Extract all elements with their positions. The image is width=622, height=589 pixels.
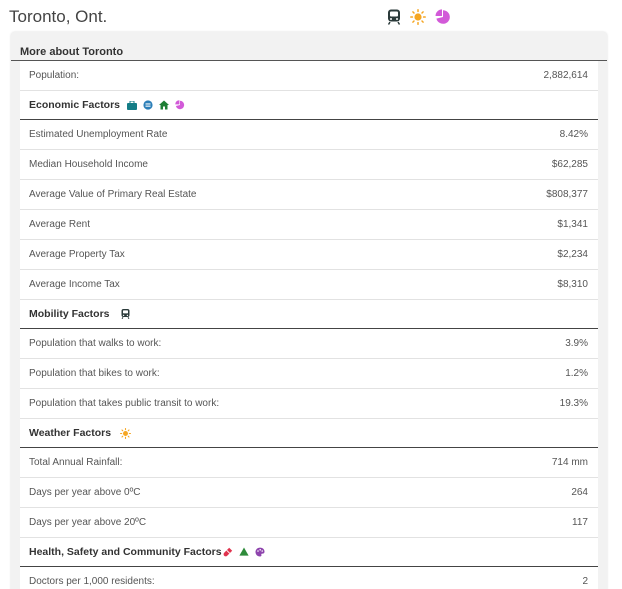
row-value: $8,310 (557, 279, 588, 290)
table-row-population (20, 61, 598, 91)
section-economic-factors (20, 91, 598, 120)
table-row (20, 478, 598, 508)
section-mobility-factors (20, 300, 598, 329)
tree-icon (239, 547, 249, 557)
row-value: 2 (582, 576, 588, 587)
section-health-factors (20, 538, 598, 567)
row-value: $62,285 (551, 159, 588, 170)
table-row (20, 567, 598, 589)
row-value: 264 (571, 487, 588, 498)
table-row (20, 240, 598, 270)
table-row (20, 120, 598, 150)
coin-icon (143, 100, 153, 110)
section-icons (127, 100, 185, 110)
row-label: Median Household Income (29, 159, 148, 170)
transit-icon[interactable] (387, 9, 401, 25)
table-row (20, 270, 598, 300)
row-label: Days per year above 20ºC (29, 517, 147, 528)
row-value: $808,377 (546, 189, 588, 200)
top-icons (387, 8, 451, 26)
section-title: Economic Factors (29, 99, 121, 111)
transit-icon (121, 309, 130, 319)
section-icons (121, 309, 130, 319)
section-title: Mobility Factors (29, 308, 110, 320)
pie-chart-icon[interactable] (435, 9, 451, 25)
table-row (20, 359, 598, 389)
row-value: 117 (572, 517, 588, 528)
row-label: Population that walks to work: (29, 338, 162, 349)
row-value: 19.3% (559, 398, 588, 409)
palette-icon (255, 547, 265, 557)
section-title: Health, Safety and Community Factors (29, 546, 222, 558)
panel-title: More about Toronto (20, 46, 124, 58)
section-title: Weather Factors (29, 427, 112, 439)
row-label: Average Rent (29, 219, 90, 230)
table-row (20, 389, 598, 419)
row-label: Estimated Unemployment Rate (29, 129, 168, 140)
table-row (20, 329, 598, 359)
table-row (20, 180, 598, 210)
row-label: Average Property Tax (29, 249, 125, 260)
top-bar (0, 0, 622, 30)
sun-icon (120, 428, 131, 439)
section-weather-factors (20, 419, 598, 448)
table-row (20, 508, 598, 538)
row-value: $1,341 (557, 219, 588, 230)
details-panel (11, 32, 607, 589)
pill-icon (223, 547, 233, 557)
sun-icon[interactable] (410, 9, 426, 25)
row-value: 2,882,614 (543, 70, 588, 81)
page-title: Toronto, Ont. (9, 7, 108, 26)
home-icon (159, 100, 169, 110)
details-table (20, 61, 598, 589)
pie-chart-icon (175, 100, 185, 110)
row-value: 1.2% (565, 368, 588, 379)
row-label: Population that takes public transit to work: (29, 398, 220, 409)
row-label: Doctors per 1,000 residents: (29, 576, 155, 587)
briefcase-icon (127, 101, 137, 110)
section-icons (120, 428, 131, 439)
row-value: 8.42% (559, 129, 588, 140)
table-row (20, 150, 598, 180)
section-icons (223, 547, 265, 557)
row-label: Average Value of Primary Real Estate (29, 189, 197, 200)
row-label: Average Income Tax (29, 279, 120, 290)
row-label: Population that bikes to work: (29, 368, 160, 379)
row-value: 3.9% (565, 338, 588, 349)
row-value: 714 mm (551, 457, 588, 468)
row-value: $2,234 (557, 249, 588, 260)
row-label: Population: (29, 70, 80, 81)
row-label: Days per year above 0ºC (29, 487, 141, 498)
row-label: Total Annual Rainfall: (29, 457, 123, 468)
table-row (20, 210, 598, 240)
table-row (20, 448, 598, 478)
